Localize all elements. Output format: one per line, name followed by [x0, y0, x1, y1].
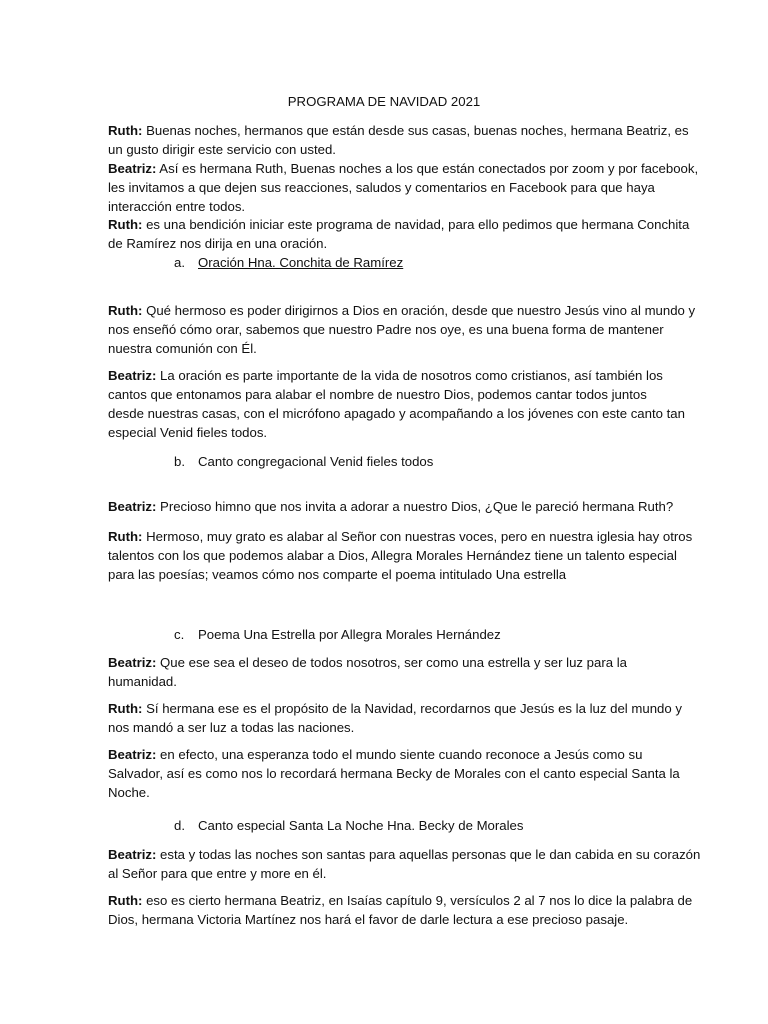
text-line: nos enseñó cómo orar, sabemos que nuestro Padre nos oye, es una buena forma de mantener: [108, 322, 664, 337]
speaker-name: Ruth:: [108, 123, 143, 138]
text-line: talentos con los que podemos alabar a Dios, Allegra Morales Hernández tiene un talento especial: [108, 548, 677, 563]
text-line: [108, 653, 668, 672]
text-line: de Ramírez nos dirija en una oración.: [108, 236, 328, 251]
speaker-name: Beatriz:: [108, 655, 157, 670]
text-line: [108, 699, 682, 718]
text-line: [108, 366, 668, 385]
dialogue-paragraph: [108, 159, 699, 216]
text-line: [108, 301, 696, 320]
dialogue-paragraph: [108, 497, 674, 516]
dialogue-paragraph: [108, 215, 690, 253]
dialogue-paragraph: [108, 527, 693, 584]
speaker-name: Beatriz:: [108, 747, 157, 762]
text-line: Dios, hermana Victoria Martínez nos hará el favor de darle lectura a ese precioso pasaje.: [108, 912, 629, 927]
dialogue-text: en efecto, una esperanza todo el mundo siente cuando reconoce a Jesús como su: [156, 747, 643, 762]
speaker-name: Ruth:: [108, 701, 143, 716]
text-line: para las poesías; veamos cómo nos comparte el poema intitulado Una estrella: [108, 567, 567, 582]
speaker-name: Ruth:: [108, 303, 143, 318]
program-item-a: [174, 253, 403, 272]
text-line: especial Venid fieles todos.: [108, 425, 268, 440]
item-letter: d.: [174, 818, 185, 833]
text-line: [108, 891, 693, 910]
dialogue-text: La oración es parte importante de la vida de nosotros como cristianos, así también los: [156, 368, 663, 383]
text-line: humanidad.: [108, 674, 177, 689]
dialogue-text: Sí hermana ese es el propósito de la Navidad, recordarnos que Jesús es la luz del mundo y: [142, 701, 682, 716]
text-line: un gusto dirigir este servicio con usted.: [108, 142, 336, 157]
program-item-b: [174, 452, 433, 471]
dialogue-text: Buenas noches, hermanos que están desde sus casas, buenas noches, hermana Beatriz, es: [142, 123, 689, 138]
speaker-name: Ruth:: [108, 529, 143, 544]
dialogue-paragraph: [108, 845, 701, 883]
speaker-name: Beatriz:: [108, 847, 157, 862]
dialogue-text: eso es cierto hermana Beatriz, en Isaías capítulo 9, versículos 2 al 7 nos lo dice la palabra de: [142, 893, 693, 908]
text-line: [108, 215, 690, 234]
dialogue-paragraph: [108, 699, 682, 737]
item-letter: a.: [174, 255, 185, 270]
item-letter: b.: [174, 454, 185, 469]
text-line: interacción entre todos.: [108, 199, 246, 214]
text-line: [108, 845, 701, 864]
speaker-name: Beatriz:: [108, 499, 157, 514]
text-line: les invitamos a que dejen sus reacciones, saludos y comentarios en Facebook para que haya: [108, 180, 655, 195]
dialogue-text: es una bendición iniciar este programa de navidad, para ello pedimos que hermana Conchita: [142, 217, 690, 232]
speaker-name: Beatriz:: [108, 368, 157, 383]
dialogue-paragraph: [108, 301, 696, 358]
text-line: desde nuestras casas, con el micrófono apagado y acompañando a los jóvenes con este canto tan: [108, 406, 685, 421]
text-line: nos mandó a ser luz a todas las naciones.: [108, 720, 355, 735]
text-line: Salvador, así es como nos lo recordará hermana Becky de Morales con el canto especial Santa la: [108, 766, 680, 781]
page-title: PROGRAMA DE NAVIDAD 2021: [287, 94, 481, 109]
dialogue-text: Hermoso, muy grato es alabar al Señor con nuestras voces, pero en nuestra iglesia hay otros: [142, 529, 693, 544]
dialogue-paragraph: [108, 366, 685, 442]
item-text: Oración Hna. Conchita de Ramírez: [198, 255, 404, 270]
text-line: [108, 497, 674, 516]
item-text: Canto especial Santa La Noche Hna. Becky de Morales: [198, 818, 524, 833]
program-item-c: [174, 625, 501, 644]
dialogue-paragraph: [108, 745, 680, 802]
text-line: [108, 527, 693, 546]
dialogue-text: Qué hermoso es poder dirigirnos a Dios en oración, desde que nuestro Jesús vino al mundo y: [142, 303, 696, 318]
dialogue-paragraph: [108, 121, 689, 159]
item-letter: c.: [174, 627, 185, 642]
item-text: Canto congregacional Venid fieles todos: [198, 454, 434, 469]
speaker-name: Ruth:: [108, 893, 143, 908]
text-line: al Señor para que entre y more en él.: [108, 866, 327, 881]
item-text: Poema Una Estrella por Allegra Morales Hernández: [198, 627, 501, 642]
dialogue-paragraph: [108, 891, 693, 929]
speaker-name: Beatriz:: [108, 161, 157, 176]
dialogue-text: esta y todas las noches son santas para aquellas personas que le dan cabida en su corazón: [156, 847, 701, 862]
dialogue-text: Que ese sea el deseo de todos nosotros, ser como una estrella y ser luz para la: [156, 655, 627, 670]
dialogue-text: Precioso himno que nos invita a adorar a nuestro Dios, ¿Que le pareció hermana Ruth?: [156, 499, 674, 514]
text-line: [108, 121, 689, 140]
text-line: nuestra comunión con Él.: [108, 341, 257, 356]
text-line: [108, 745, 668, 764]
dialogue-text: Así es hermana Ruth, Buenas noches a los que están conectados por zoom y por facebook,: [156, 161, 699, 176]
dialogue-paragraph: [108, 653, 668, 691]
text-line: [108, 159, 699, 178]
text-line: cantos que entonamos para alabar el nombre de nuestro Dios, podemos cantar todos juntos: [108, 387, 647, 402]
speaker-name: Ruth:: [108, 217, 143, 232]
text-line: Noche.: [108, 785, 150, 800]
program-item-d: [174, 816, 523, 835]
